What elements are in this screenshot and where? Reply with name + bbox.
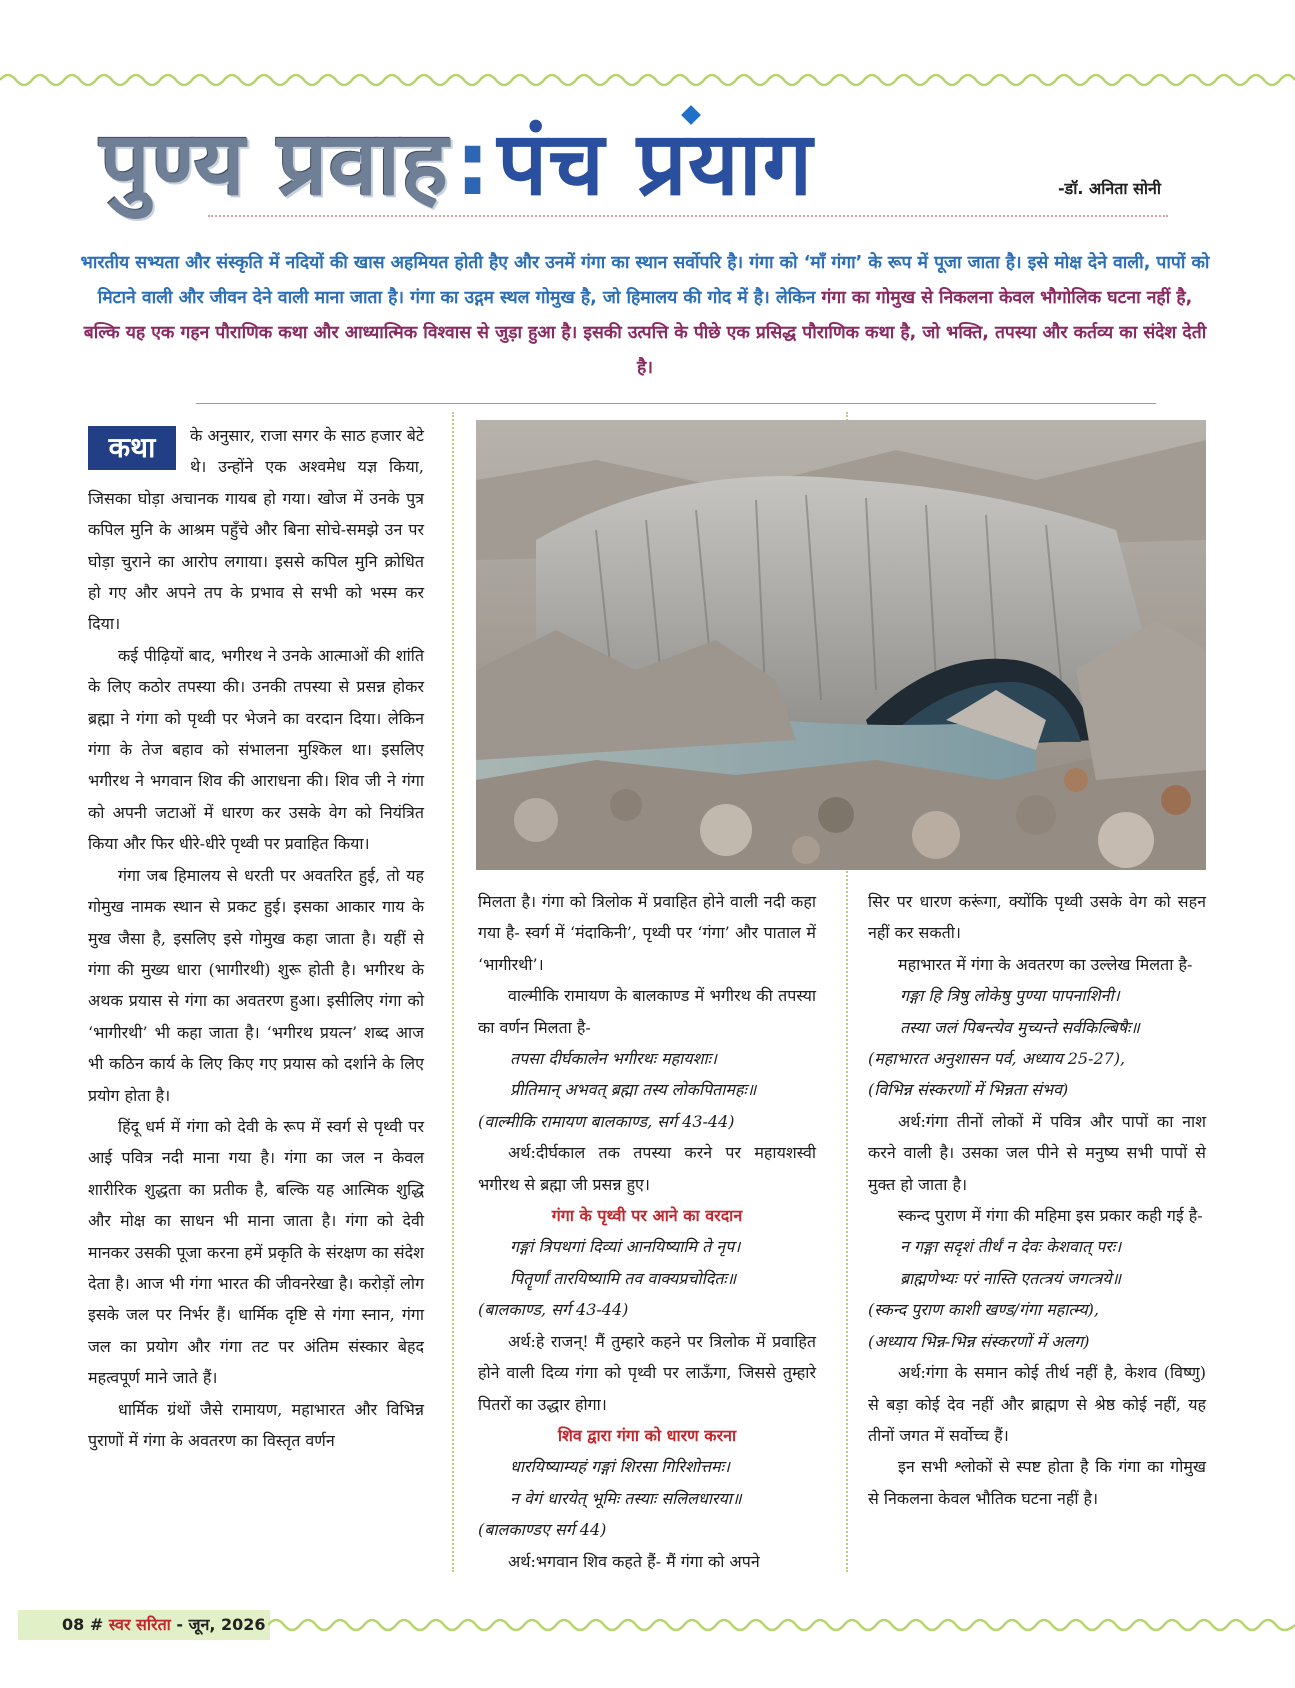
verse-line: पितॄर्णां तारयिष्यामि तव वाक्यप्रचोदितः॥ xyxy=(510,1268,737,1288)
citation: (बालकाण्डए सर्ग 44) xyxy=(478,1520,607,1540)
paragraph: कई पीढ़ियों बाद, भगीरथ ने उनके आत्माओं की शांति के लिए कठोर तपस्या की। उनकी तपस्या से प्रसन्न होकर ब्रह्मा ने गंगा को पृथ्वी पर भेजने का वरदान दिया। लेकिन गंगा के तेज बहाव को संभालना मुश्किल था। इसलिए भगीरथ ने भगवान शिव की आराधना की। शिव जी ने गंगा को अपनी जटाओं में धारण कर उसके वेग को नियंत्रित किया और फिर धीरे-धीरे पृथ्वी पर प्रवाहित किया। xyxy=(88,645,424,854)
paragraph: हिंदू धर्म में गंगा को देवी के रूप में स्वर्ग से पृथ्वी पर आई पवित्र नदी माना गया है। गंगा का जल न केवल शारीरिक शुद्धता का प्रतीक है, बल्कि यह आत्मिक शुद्धि और मोक्ष का साधन भी माना जाता है। गंगा को देवी मानकर उसकी पूजा करना हमें प्रकृति के संरक्षण का संदेश देता है। आज भी गंगा भारत की जीवनरेखा है। करोड़ों लोग इसके जल पर निर्भर हैं। धार्मिक दृष्टि से गंगा स्नान, गंगा जल का प्रयोग और गंगा तट पर अंतिम संस्कार बेहद महत्वपूर्ण माने जाते हैं। xyxy=(88,1116,424,1388)
paragraph-text: के अनुसार, राजा सगर के साठ हजार बेटे थे। उन्होंने एक अश्वमेध यज्ञ किया, जिसका घोड़ा अचानक गायब हो गया। खोज में उनके पुत्र कपिल मुनि के आश्रम पहुँचे और बिना सोचे-समझे उन पर घोड़ा चुराने का आरोप लगाया। इससे कपिल मुनि क्रोधित हो गए और अपने तप के प्रभाव से सभी को भस्म कर दिया। xyxy=(88,426,424,634)
paragraph: अर्थ:गंगा के समान कोई तीर्थ नहीं है, केशव (विष्णु) से बड़ा कोई देव नहीं और ब्राह्मण से श्रेष्ठ कोई नहीं, यह तीनों जगत में सर्वोच्च हैं। xyxy=(868,1363,1206,1445)
citation: (स्कन्द पुराण काशी खण्ड/गंगा महात्म्य), xyxy=(868,1300,1099,1320)
paragraph: अर्थ:हे राजन्! मैं तुम्हारे कहने पर त्रिलोक में प्रवाहित होने वाली दिव्य गंगा को पृथ्वी पर लाऊँगा, जिससे तुम्हारे पितरों का उद्धार होगा। xyxy=(478,1331,816,1414)
citation: (अध्याय भिन्न-भिन्न संस्करणों में अलग) xyxy=(868,1331,1090,1351)
drop-word-box: कथा xyxy=(88,426,176,470)
verse-line: न वेगं धारयेत् भूमिः तस्याः सलिलधारया॥ xyxy=(510,1488,742,1508)
paragraph: इन सभी श्लोकों से स्पष्ट होता है कि गंगा का गोमुख से निकलना केवल भौतिक घटना नहीं है। xyxy=(868,1457,1206,1508)
title-block xyxy=(100,112,1030,222)
page-title xyxy=(100,112,813,216)
article-column-3 xyxy=(868,886,1206,1514)
paragraph: सिर पर धारण करूंगा, क्योंकि पृथ्वी उसके वेग को सहन नहीं कर सकती। xyxy=(868,892,1206,943)
citation: (बालकाण्ड, सर्ग 43-44) xyxy=(478,1300,629,1320)
article-column-2 xyxy=(478,886,816,1577)
citation: (वाल्मीकि रामायण बालकाण्ड, सर्ग 43-44) xyxy=(478,1111,735,1131)
paragraph: गंगा जब हिमालय से धरती पर अवतरित हुई, तो यह गोमुख नामक स्थान से प्रकट हुई। इसका आकार गाय के मुख जैसा है, इसलिए इसे गोमुख कहा जाता है। यहीं से गंगा की मुख्य धारा (भागीरथी) शुरू होती है। भगीरथ के अथक प्रयास से गंगा का अवतरण हुआ। इसीलिए गंगा को ‘भागीरथी’ भी कहा जाता है। ‘भगीरथ प्रयत्न’ शब्द आज भी कठिन कार्य के लिए किए गए प्रयास को दर्शाने के लिए प्रयोग होता है। xyxy=(88,865,424,1105)
intro-divider xyxy=(196,403,1156,404)
title-dotted-divider xyxy=(208,215,1168,217)
author-byline: -डॉ. अनिता सोनी xyxy=(1058,179,1162,198)
intro-text-blue: भारतीय सभ्यता और संस्कृति में नदियों की खास अहमियत होती हैए और उनमें गंगा का स्थान सर्वोपरि है। गंगा को ‘माँ गंगा’ के रूप में पूजा जाता है। इसे मोक्ष देने वाली, पापों को मिटाने वाली और जीवन देने वाली माना जाता है। गंगा का उद्गम स्थल गोमुख है, जो हिमालय की गोद में है। लेकिन xyxy=(80,253,1210,308)
paragraph: स्कन्द पुराण में गंगा की महिमा इस प्रकार कही गई है- xyxy=(898,1206,1203,1226)
glacier-illustration xyxy=(476,420,1206,870)
verse-line: न गङ्गा सदृशं तीर्थं न देवः केशवात् परः। xyxy=(900,1237,1122,1257)
paragraph: मिलता है। गंगा को त्रिलोक में प्रवाहित होने वाली नदी कहा गया है- स्वर्ग में ‘मंदाकिनी’, पृथ्वी पर ‘गंगा’ और पाताल में ‘भागीरथी’। xyxy=(478,892,816,974)
verse-line: तपसा दीर्घकालेन भगीरथः महायशाः। xyxy=(510,1049,717,1069)
paragraph: धार्मिक ग्रंथों जैसे रामायण, महाभारत और विभिन्न पुराणों में गंगा के अवतरण का विस्तृत वर्णन xyxy=(88,1399,424,1450)
paragraph: महाभारत में गंगा के अवतरण का उल्लेख मिलता है- xyxy=(898,954,1193,974)
magazine-name: स्वर सरिता xyxy=(108,1615,171,1634)
title-colon: : xyxy=(454,112,492,215)
paragraph: अर्थ:गंगा तीनों लोकों में पवित्र और पापों का नाश करने वाली है। उसका जल पीने से मनुष्य सभी पापों से मुक्त हो जाता है। xyxy=(868,1111,1206,1194)
citation: (विभिन्न संस्करणों में भिन्नता संभव) xyxy=(868,1080,1069,1100)
page-footer xyxy=(18,1610,270,1640)
section-heading: शिव द्वारा गंगा को धारण करना xyxy=(557,1425,737,1445)
verse-line: गङ्गां त्रिपथगां दिव्यां आनयिष्यामि ते नृप। xyxy=(510,1237,741,1257)
title-part1: पुण्य प्रवाह xyxy=(100,112,449,215)
paragraph xyxy=(88,420,424,640)
gomukh-glacier-photo xyxy=(476,420,1206,870)
top-wave-border xyxy=(0,70,1295,90)
paragraph: अर्थ:भगवान शिव कहते हैं- मैं गंगा को अपने xyxy=(508,1551,760,1571)
verse-line: तस्या जलं पिबन्त्येव मुच्यन्ते सर्वकिल्बिषैः॥ xyxy=(900,1017,1140,1037)
intro-text-maroon: गंगा का गोमुख से निकलना केवल भौगोलिक घटना नहीं है, बल्कि यह एक गहन पौराणिक कथा और आध्यात्मिक विश्वास से जुड़ा हुआ है। इसकी उत्पत्ति के पीछे एक प्रसिद्ध पौराणिक कथा है, जो भक्ति, तपस्या और कर्तव्य का संदेश देती है। xyxy=(83,288,1207,378)
title-part2: पंच प्रयाग xyxy=(497,112,814,215)
paragraph: अर्थ:दीर्घकाल तक तपस्या करने पर महायशस्वी भगीरथ से ब्रह्मा जी प्रसन्न हुए। xyxy=(478,1143,816,1194)
paragraph: वाल्मीकि रामायण के बालकाण्ड में भगीरथ की तपस्या का वर्णन मिलता है- xyxy=(478,986,816,1037)
bottom-wave-border xyxy=(268,1615,1295,1635)
section-heading: गंगा के पृथ्वी पर आने का वरदान xyxy=(551,1206,743,1226)
verse-line: प्रीतिमान् अभवत् ब्रह्मा तस्य लोकपितामहः॥ xyxy=(510,1080,757,1100)
verse-line: धारयिष्याम्यहं गङ्गां शिरसा गिरिशोत्तमः। xyxy=(510,1457,730,1477)
issue-date: - जून, 2026 xyxy=(176,1615,266,1634)
intro-paragraph xyxy=(80,246,1210,386)
article-column-1 xyxy=(88,420,424,1456)
column-divider-1 xyxy=(452,412,454,1572)
verse-line: गङ्गा हि त्रिषु लोकेषु पुण्या पापनाशिनी। xyxy=(900,986,1120,1006)
page-number: 08 # xyxy=(62,1615,104,1634)
verse-line: ब्राह्मणेभ्यः परं नास्ति एतत्त्रयं जगत्त्रये॥ xyxy=(900,1268,1122,1288)
citation: (महाभारत अनुशासन पर्व, अध्याय 25-27), xyxy=(868,1049,1126,1069)
